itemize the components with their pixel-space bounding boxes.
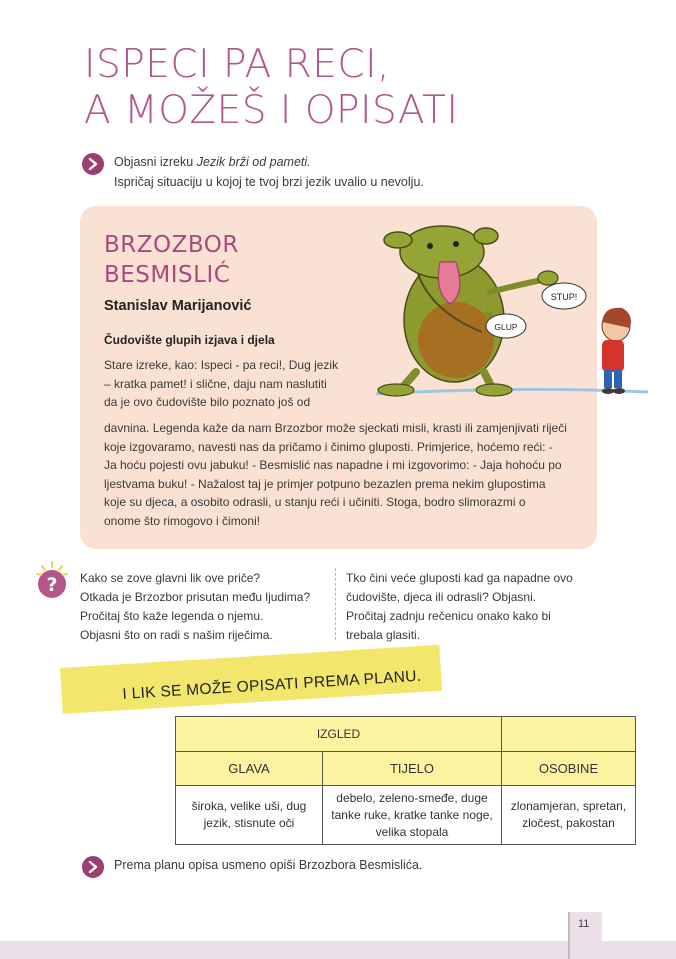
table-cell-body: debelo, zeleno-smeđe, duge tanke ruke, kratke tanke noge, velika stopala — [323, 786, 502, 845]
chevron-right-icon — [82, 153, 104, 175]
bubble-glup: GLUP — [494, 322, 518, 332]
table-cell-traits: zlonamjeran, spretan, zločest, pakostan — [502, 786, 636, 845]
table-cell-head: široka, velike uši, dug jezik, stisnute oči — [176, 786, 323, 845]
svg-text:?: ? — [46, 574, 58, 596]
final-task: Prema planu opisa usmeno opiši Brzozbora Besmislića. — [114, 858, 423, 872]
story-title: BRZOZBOR BESMISLIĆ — [104, 232, 239, 288]
intro-task: Objasni izreku Jezik brži od pameti. Ispričaj situaciju u kojoj te tvoj brzi jezik uvalio u nevolju. — [114, 152, 424, 192]
section-banner-text: I LIK SE MOŽE OPISATI PREMA PLANU. — [122, 667, 422, 703]
story-text-bottom: davnina. Legenda kaže da nam Brzozbor može sjeckati misli, krasti ili zamjenjivati riječi koje izgovaramo, navesti nas da pričamo i činimo gluposti. Primjerice, hoćemo reći: - Ja hoću pojesti ovu jabuku! - Besmislić nas napadne i mi izgovorimo: - Jaja hohoću po ljestvama buku! - Nažalost taj je primjer potpuno bezazlen prema nekim glupostima koje su djeca, a osobito odrasli, u stanju reći i učiniti. Stoga, bodro slimorazmi o onome što rimogovo i čimoni! — [104, 421, 567, 528]
page-title — [84, 42, 459, 134]
bubble-stup: STUP! — [550, 292, 578, 302]
story-author: Stanislav Marijanović — [104, 298, 252, 314]
story-subtitle: Čudovište glupih izjava i djela — [104, 333, 275, 347]
questions-divider — [335, 568, 336, 640]
table-header-head: GLAVA — [176, 752, 323, 786]
table-empty-cell — [502, 717, 636, 752]
title-line-1: ISPECI PA RECI, — [84, 42, 391, 87]
questions-left: Kako se zove glavni lik ove priče? Otkada je Brzozbor prisutan među ljudima? Pročitaj što kaže legenda o njemu. Objasni što on radi s našim riječima. — [80, 571, 311, 642]
description-plan-table — [175, 716, 636, 845]
title-line-2: A MOŽEŠ I OPISATI — [84, 88, 459, 133]
table-header-body: TIJELO — [323, 752, 502, 786]
monster-and-boy-illustration — [372, 222, 652, 402]
intro-line-2: Ispričaj situaciju u kojoj te tvoj brzi jezik uvalio u nevolju. — [114, 175, 424, 189]
proverb: Jezik brži od pameti. — [196, 155, 311, 169]
page-number: 11 — [578, 918, 590, 930]
chevron-right-icon — [82, 856, 104, 878]
table-group-header: IZGLED — [176, 717, 502, 752]
table-header-traits: OSOBINE — [502, 752, 636, 786]
questions-right: Tko čini veće gluposti kad ga napadne ovo čudovište, djeca ili odrasli? Objasni. Pročitaj zadnju rečenicu onako kako bi trebala glasiti. — [346, 571, 573, 642]
story-text-top: Stare izreke, kao: Ispeci - pa reci!, Dug jezik – kratka pamet! i slične, daju nam naslutiti da je ovo čudovište bilo poznato još od — [104, 358, 339, 409]
question-icon — [34, 560, 70, 604]
